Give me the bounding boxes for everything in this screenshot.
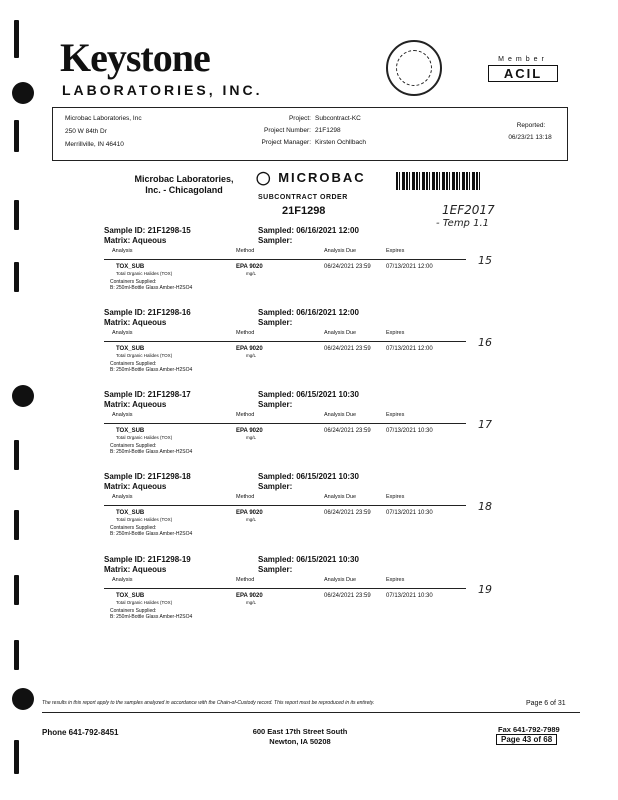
col-method: Method	[236, 577, 255, 583]
analysis-method: EPA 9020	[236, 593, 263, 599]
containers-label: Containers Supplied:	[110, 525, 157, 531]
binder-bar	[14, 640, 19, 670]
sample-matrix: Matrix: Aqueous	[104, 318, 167, 327]
sample-matrix: Matrix: Aqueous	[104, 400, 167, 409]
analysis-due: 06/24/2021 23:59	[324, 428, 371, 434]
sample-id: Sample ID: 21F1298-17	[104, 390, 191, 399]
microbac-logo-icon: ◯	[256, 170, 273, 185]
sampler-label: Sampler:	[258, 400, 293, 409]
col-expires: Expires	[386, 577, 405, 583]
seal-ring-icon	[396, 50, 432, 86]
analysis-unit: mg/L	[246, 435, 257, 440]
client-address-line2: Merrillville, IN 46410	[65, 141, 124, 148]
sampled-date: Sampled: 06/16/2021 12:00	[258, 226, 359, 235]
containers	[110, 361, 192, 373]
footer-address	[240, 727, 360, 747]
binder-bar	[14, 200, 19, 230]
divider	[104, 259, 466, 260]
sample-block	[104, 555, 492, 637]
analysis-description: Total Organic Halides (TOX)	[116, 600, 173, 605]
lab-name: Microbac Laboratories, Inc. - Chicagoland	[134, 174, 234, 195]
containers	[110, 443, 192, 455]
client-company: Microbac Laboratories, Inc	[65, 115, 142, 122]
analysis-code: TOX_SUB	[116, 510, 145, 516]
col-due: Analysis Due	[324, 412, 357, 418]
report-footnote: The results in this report apply to the samples analyzed in accordance with the Chain-of-Custody record. This report must be reproduced in its entirety.	[42, 700, 375, 706]
handwritten-mark: 17	[478, 418, 492, 431]
analysis-unit: mg/L	[246, 517, 257, 522]
col-due: Analysis Due	[324, 248, 357, 254]
containers	[110, 608, 192, 620]
project-value: Subcontract-KC	[315, 115, 361, 122]
analysis-unit: mg/L	[246, 271, 257, 276]
analysis-description: Total Organic Halides (TOX)	[116, 271, 173, 276]
col-analysis: Analysis	[112, 248, 133, 254]
binder-bar	[14, 740, 19, 774]
analysis-code: TOX_SUB	[116, 428, 145, 434]
project-number-label: Project Number:	[264, 127, 311, 134]
sample-block	[104, 390, 492, 472]
sampled-date: Sampled: 06/15/2021 10:30	[258, 555, 359, 564]
binder-bar	[14, 510, 19, 540]
containers-label: Containers Supplied:	[110, 443, 157, 449]
col-method: Method	[236, 330, 255, 336]
analysis-method: EPA 9020	[236, 346, 263, 352]
col-due: Analysis Due	[324, 577, 357, 583]
sampled-date: Sampled: 06/16/2021 12:00	[258, 308, 359, 317]
analysis-unit: mg/L	[246, 600, 257, 605]
sample-matrix: Matrix: Aqueous	[104, 482, 167, 491]
handwritten-note-1: 1EF2017	[442, 203, 495, 217]
footer-address-line2: Newton, IA 50208	[269, 737, 331, 746]
divider	[104, 423, 466, 424]
sampled-date: Sampled: 06/15/2021 10:30	[258, 390, 359, 399]
binder-bar	[14, 575, 19, 605]
sample-id: Sample ID: 21F1298-15	[104, 226, 191, 235]
analysis-expires: 07/13/2021 12:00	[386, 346, 433, 352]
sample-id: Sample ID: 21F1298-16	[104, 308, 191, 317]
handwritten-mark: 15	[478, 254, 492, 267]
analysis-code: TOX_SUB	[116, 593, 145, 599]
col-method: Method	[236, 248, 255, 254]
container-value: B: 250ml-Bottle Glass Amber-H2SO4	[110, 614, 193, 620]
analysis-expires: 07/13/2021 10:30	[386, 428, 433, 434]
sample-block	[104, 308, 492, 390]
containers-label: Containers Supplied:	[110, 608, 157, 614]
container-value: B: 250ml-Bottle Glass Amber-H2SO4	[110, 449, 193, 455]
analysis-unit: mg/L	[246, 353, 257, 358]
col-due: Analysis Due	[324, 494, 357, 500]
divider	[104, 341, 466, 342]
report-header-box	[52, 107, 568, 161]
sample-id: Sample ID: 21F1298-19	[104, 555, 191, 564]
containers-label: Containers Supplied:	[110, 361, 157, 367]
divider	[104, 588, 466, 589]
member-label: Member	[498, 56, 548, 63]
microbac-logo	[256, 170, 366, 186]
col-expires: Expires	[386, 412, 405, 418]
barcode	[396, 172, 482, 190]
binder-bar	[14, 20, 19, 58]
handwritten-note-2: - Temp 1.1	[436, 218, 489, 229]
col-due: Analysis Due	[324, 330, 357, 336]
analysis-method: EPA 9020	[236, 264, 263, 270]
container-value: B: 250ml-Bottle Glass Amber-H2SO4	[110, 531, 193, 537]
analysis-expires: 07/13/2021 10:30	[386, 510, 433, 516]
analysis-expires: 07/13/2021 10:30	[386, 593, 433, 599]
footer-address-line1: 600 East 17th Street South	[252, 727, 348, 736]
containers	[110, 525, 192, 537]
sampler-label: Sampler:	[258, 565, 293, 574]
acil-member-logo	[488, 56, 558, 82]
reported-label: Reported:	[516, 122, 546, 129]
footer-fax: Fax 641-792-7989	[498, 725, 560, 734]
member-name: ACIL	[488, 65, 558, 82]
binder-bar	[14, 120, 19, 152]
analysis-due: 06/24/2021 23:59	[324, 510, 371, 516]
analysis-description: Total Organic Halides (TOX)	[116, 435, 173, 440]
binder-bar	[14, 440, 19, 470]
subcontract-order-title: SUBCONTRACT ORDER	[258, 194, 348, 201]
handwritten-mark: 16	[478, 336, 492, 349]
col-analysis: Analysis	[112, 494, 133, 500]
order-number: 21F1298	[282, 205, 326, 217]
containers-label: Containers Supplied:	[110, 279, 157, 285]
container-value: B: 250ml-Bottle Glass Amber-H2SO4	[110, 285, 193, 291]
reported-value: 06/23/21 13:18	[508, 134, 552, 141]
accreditation-seal	[386, 40, 442, 96]
divider	[104, 505, 466, 506]
page-stamp: Page 43 of 68	[496, 734, 557, 745]
keystone-logo-subtitle: LABORATORIES, INC.	[62, 82, 263, 98]
analysis-description: Total Organic Halides (TOX)	[116, 517, 173, 522]
microbac-logo-text: MICROBAC	[278, 170, 366, 185]
handwritten-mark: 19	[478, 583, 492, 596]
analysis-code: TOX_SUB	[116, 264, 145, 270]
col-method: Method	[236, 412, 255, 418]
containers	[110, 279, 192, 291]
col-method: Method	[236, 494, 255, 500]
col-analysis: Analysis	[112, 330, 133, 336]
sampler-label: Sampler:	[258, 236, 293, 245]
client-address-line1: 250 W 84th Dr	[65, 128, 107, 135]
col-analysis: Analysis	[112, 412, 133, 418]
binder-hole	[12, 688, 34, 710]
analysis-method: EPA 9020	[236, 510, 263, 516]
sample-matrix: Matrix: Aqueous	[104, 565, 167, 574]
sampler-label: Sampler:	[258, 318, 293, 327]
analysis-due: 06/24/2021 23:59	[324, 593, 371, 599]
col-expires: Expires	[386, 494, 405, 500]
analysis-method: EPA 9020	[236, 428, 263, 434]
sample-block	[104, 226, 492, 308]
footer-phone: Phone 641-792-8451	[42, 728, 119, 737]
sample-id: Sample ID: 21F1298-18	[104, 472, 191, 481]
col-expires: Expires	[386, 330, 405, 336]
project-manager-label: Project Manager:	[261, 139, 311, 146]
sample-block	[104, 472, 492, 554]
col-analysis: Analysis	[112, 577, 133, 583]
binder-hole	[12, 385, 34, 407]
sampled-date: Sampled: 06/15/2021 10:30	[258, 472, 359, 481]
analysis-due: 06/24/2021 23:59	[324, 264, 371, 270]
project-manager-value: Kirsten Ochllbach	[315, 139, 366, 146]
binder-hole	[12, 82, 34, 104]
analysis-due: 06/24/2021 23:59	[324, 346, 371, 352]
binder-bar	[14, 262, 19, 292]
footer-divider	[42, 712, 580, 713]
container-value: B: 250ml-Bottle Glass Amber-H2SO4	[110, 367, 193, 373]
handwritten-mark: 18	[478, 500, 492, 513]
sampler-label: Sampler:	[258, 482, 293, 491]
sample-matrix: Matrix: Aqueous	[104, 236, 167, 245]
analysis-code: TOX_SUB	[116, 346, 145, 352]
analysis-expires: 07/13/2021 12:00	[386, 264, 433, 270]
project-number-value: 21F1298	[315, 127, 341, 134]
analysis-description: Total Organic Halides (TOX)	[116, 353, 173, 358]
keystone-logo: Keystone	[60, 35, 210, 80]
col-expires: Expires	[386, 248, 405, 254]
project-label: Project:	[288, 115, 311, 122]
report-page-number: Page 6 of 31	[526, 700, 566, 707]
